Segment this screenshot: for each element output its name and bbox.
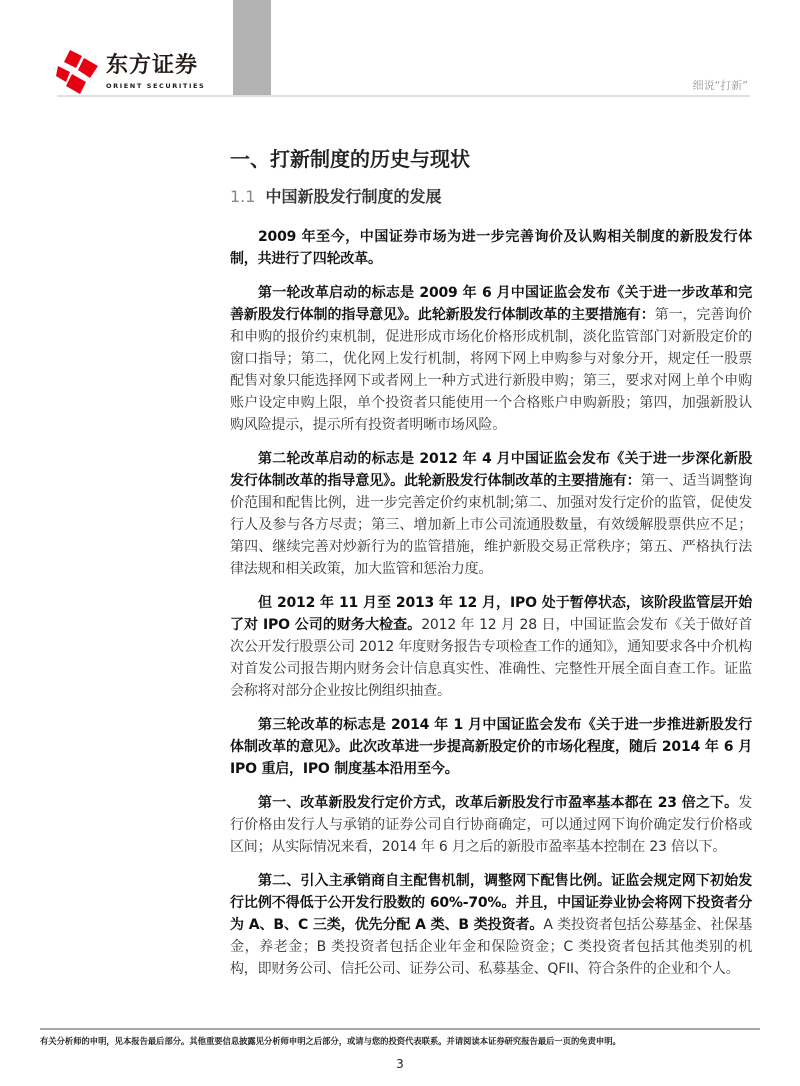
bold-text: 第三轮改革的标志是 2014 年 1 月中国证监会发布《关于进一步推进新股发行体制改革的意见》。此次改革进一步提高新股定价的市场化程度，随后 2014 年 6 月 IPO 重启，IPO 制度基本沿用至今。 [230, 717, 752, 777]
bold-text: 第一轮改革启动的标志是 2009 年 6 月中国证监会发布《关于进一步改革和完善新股发行体制的指导意见》。此轮新股发行体制改革的主要措施有： [230, 285, 752, 323]
bold-text: 2009 年至今，中国证券市场为进一步完善询价及认购相关制度的新股发行体制，共进行了四轮改革。 [230, 229, 752, 267]
body-text-span: A 类投资者包括公募基金、社保基金，养老金；B 类投资者包括企业年金和保险资金；C 类投资者包括其他类别的机构，即财务公司、信托公司、证券公司、私募基金、QFII、符合条件的企业和个人。 [230, 917, 752, 977]
body-text [230, 226, 752, 992]
paragraph [230, 282, 752, 436]
bold-text: 第一、改革新股发行定价方式，改革后新股发行市盈率基本都在 23 倍之下。 [258, 795, 739, 811]
page-number: 3 [396, 1057, 404, 1071]
paragraph [230, 870, 752, 980]
body-text-span: 第一、适当调整询价范围和配售比例，进一步完善定价约束机制;第二、加强对发行定价的监管，促使发行人及参与各方尽责；第三、增加新上市公司流通股数量，有效缓解股票供应不足；第四、继续完善对炒新行为的监管措施，维护新股交易正常秩序；第五、严格执行法律法规和相关政策，加大监管和惩治力度。 [230, 473, 753, 577]
logo-chinese-name: 东方证券 [106, 52, 199, 78]
header-gray-bar [233, 0, 271, 96]
section-title: 一、打新制度的历史与现状 [230, 147, 470, 171]
body-text-span: 2012 年 12 月 28 日，中国证监会发布《关于做好首次公开发行股票公司 2012 年度财务报告专项检查工作的通知》，通知要求各中介机构对首发公司报告期内财务会计信息真实性、准确性、完整性开展全面自查工作。证监会称将对部分企业按比例组织抽查。 [230, 617, 752, 699]
footer-divider [40, 1028, 760, 1030]
paragraph [230, 714, 752, 780]
paragraph [230, 792, 752, 858]
body-text-span: 第一，完善询价和申购的报价约束机制，促进形成市场化价格形成机制，淡化监管部门对新股定价的窗口指导；第二，优化网上发行机制，将网下网上申购参与对象分开，规定任一股票配售对象只能选择网下或者网上一种方式进行新股申购；第三，要求对网上单个申购账户设定申购上限，单个投资者只能使用一个合格账户申购新股；第四，加强新股认购风险提示，提示所有投资者明晰市场风险。 [230, 307, 752, 433]
body-text-span: 发行价格由发行人与承销的证券公司自行协商确定，可以通过网下询价确定发行价格或区间；从实际情况来看，2014 年 6 月之后的新股市盈率基本控制在 23 倍以下。 [230, 795, 752, 855]
subsection-text: 中国新股发行制度的发展 [265, 187, 442, 206]
bold-text: 但 2012 年 11 月至 2013 年 12 月，IPO 处于暂停状态，该阶段监管层开始了对 IPO 公司的财务大检查。 [230, 595, 752, 633]
bold-text: 第二轮改革启动的标志是 2012 年 4 月中国证监会发布《关于进一步深化新股发行体制改革的指导意见》。此轮新股发行体制改革的主要措施有： [230, 451, 752, 489]
subsection-title [230, 186, 441, 208]
subsection-number: 1.1 [230, 187, 256, 206]
footer-disclaimer: 有关分析师的申明，见本报告最后部分。其他重要信息披露见分析师申明之后部分，或请与您的投资代表联系。并请阅读本证券研究报告最后一页的免责申明。 [40, 1036, 621, 1046]
company-logo [56, 48, 205, 94]
paragraph [230, 226, 752, 270]
bold-text: 第二、引入主承销商自主配售机制，调整网下配售比例。证监会规定网下初始发行比例不得低于公开发行股数的 60%-70%。并且，中国证券业协会将网下投资者分为 A、B、C 三类，优先分配 A 类、B 类投资者。 [230, 873, 752, 933]
report-title: 细说“打新” [692, 79, 748, 92]
paragraph [230, 592, 752, 702]
header-divider [57, 95, 750, 97]
logo-english-name: ORIENT SECURITIES [106, 81, 206, 90]
paragraph [230, 448, 752, 580]
orient-logo-icon [56, 48, 100, 94]
